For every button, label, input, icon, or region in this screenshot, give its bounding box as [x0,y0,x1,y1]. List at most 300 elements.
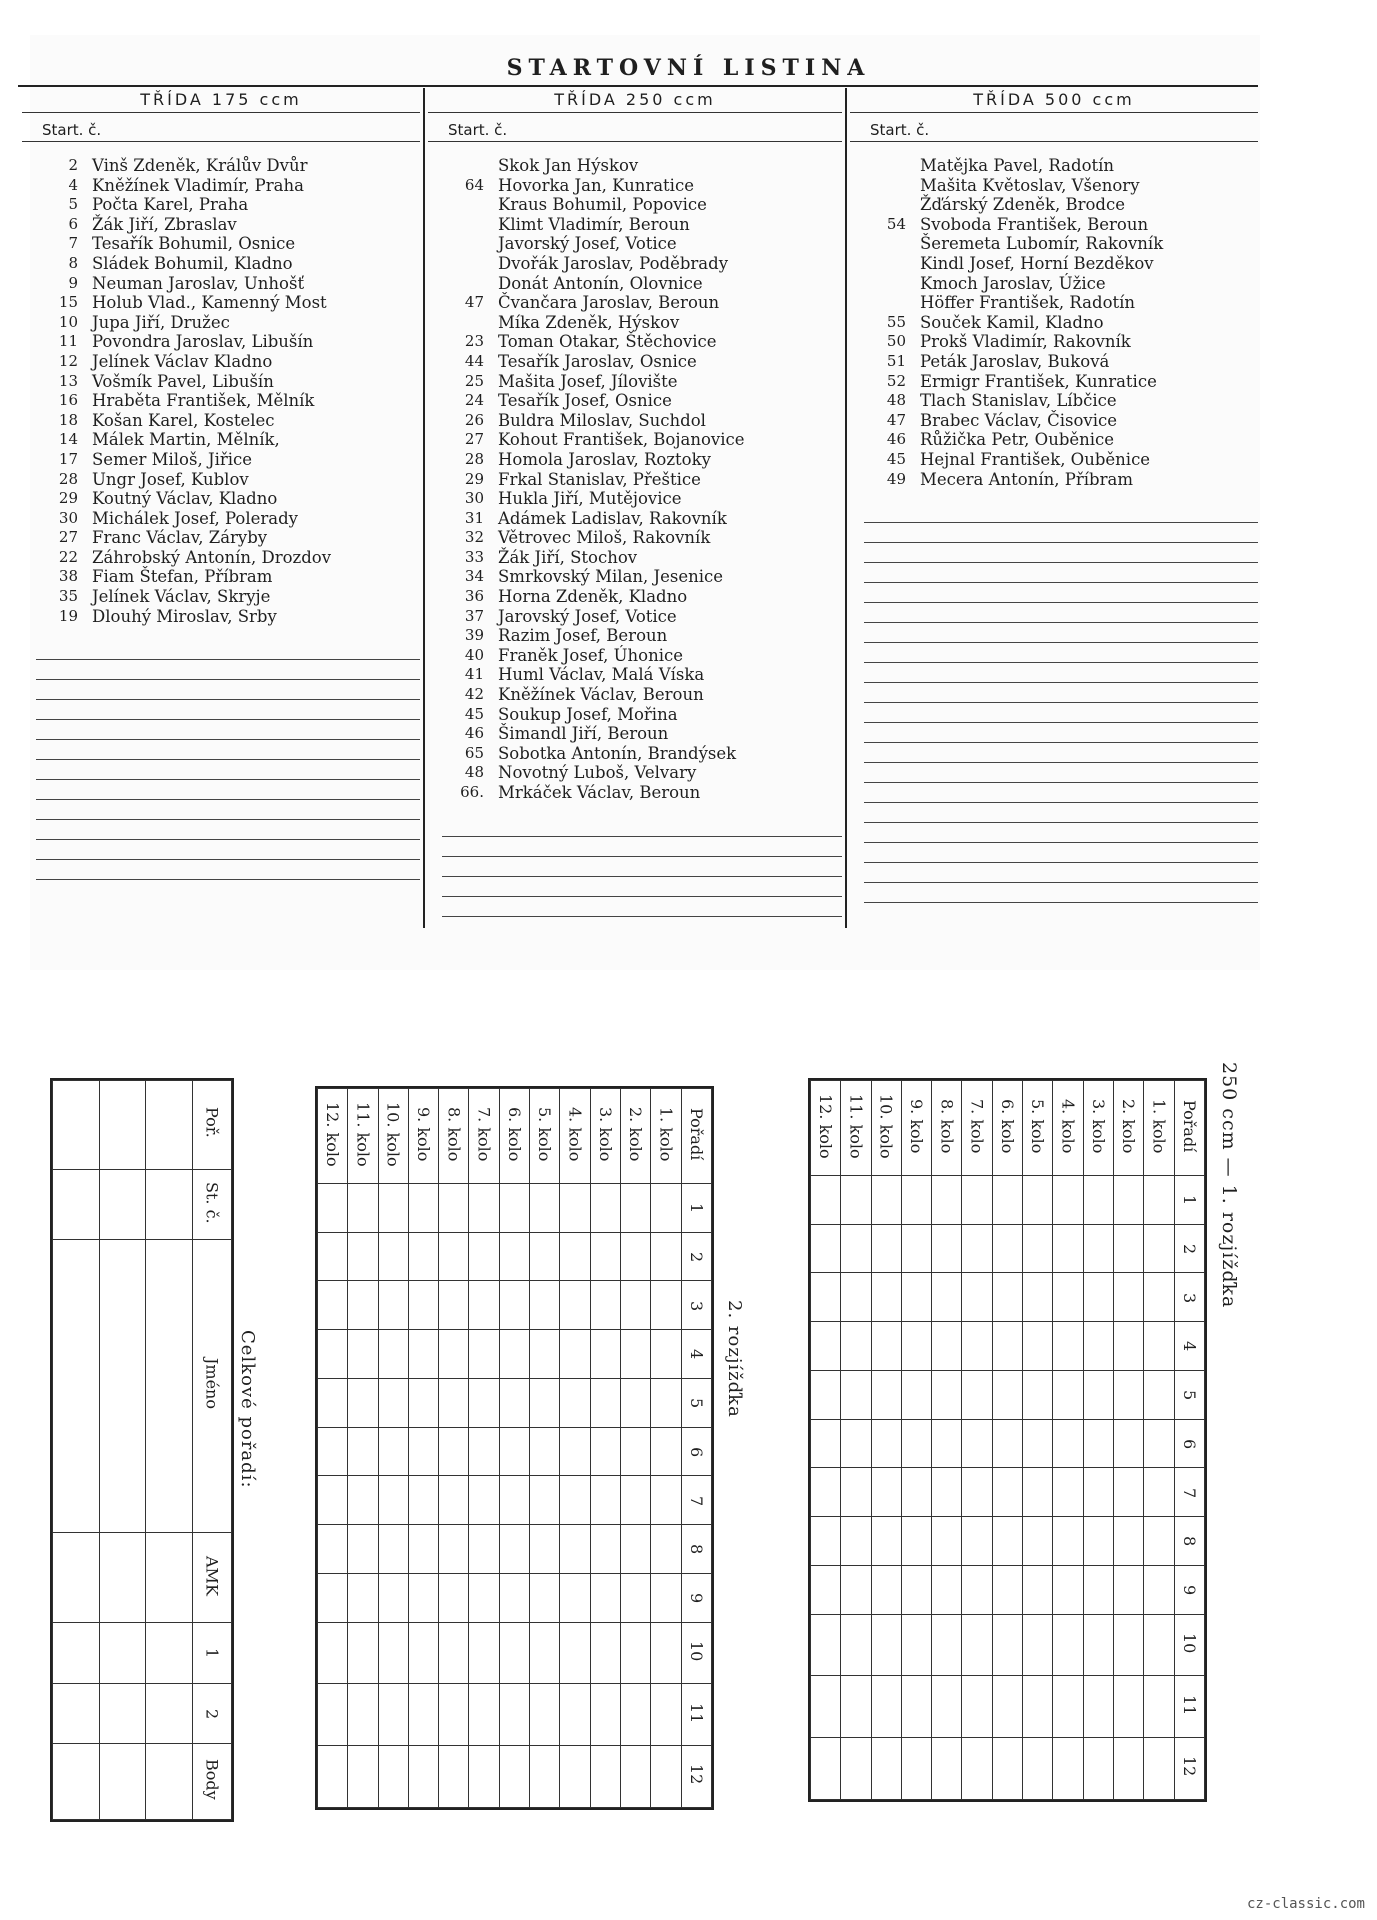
blank-entry-line [864,863,1258,883]
result-cell [560,1232,590,1281]
blank-entry-line [864,503,1258,523]
table-row [318,1746,712,1808]
round-label: 4. kolo [1058,1098,1078,1154]
result-cell [560,1281,590,1330]
position-cell [1174,1676,1204,1738]
start-number: 6 [68,214,78,233]
result-cell [1113,1565,1143,1614]
blank-entry-line [442,837,842,857]
start-number: 48 [464,763,484,782]
position-cell [681,1622,711,1684]
result-cell [932,1273,962,1322]
result-cell [901,1419,931,1468]
result-cell [1113,1468,1143,1517]
list-item [850,470,1258,490]
blank-entry-line [864,583,1258,603]
result-cell [378,1746,408,1808]
round-label: 8. kolo [937,1098,957,1154]
rider-name: Novotný Luboš, Velvary [498,763,697,783]
result-cell [901,1738,931,1800]
result-cell [378,1232,408,1281]
start-number: 47 [464,293,484,312]
result-cell [1113,1224,1143,1273]
start-number: 55 [886,312,906,331]
result-cell [1053,1419,1083,1468]
position-cell [681,1184,711,1233]
result-cell [378,1684,408,1746]
list-item [850,215,1258,235]
blank-entry-line [36,780,420,800]
result-cell [620,1378,650,1427]
result-cell [651,1427,681,1476]
result-cell [348,1573,378,1622]
result-cell [408,1232,438,1281]
round-label: 7. kolo [967,1098,987,1154]
result-cell [469,1525,499,1574]
result-cell [378,1330,408,1379]
result-cell [530,1573,560,1622]
result-cell [811,1419,841,1468]
heat-2-label: 2. rozjížďka [724,1300,745,1418]
list-item [428,665,842,685]
spacer [850,489,1258,503]
position-cell [1174,1517,1204,1566]
blank-entry-line [864,823,1258,843]
table-row [811,1676,1205,1738]
table-row [318,1330,712,1379]
position-number: 3 [686,1300,706,1311]
overall-cell [146,1169,193,1240]
table-row [53,1240,232,1532]
result-cell [992,1273,1022,1322]
start-number: 36 [464,587,484,606]
round-header [811,1081,841,1176]
result-cell [318,1378,348,1427]
start-number: 24 [464,391,484,410]
rider-name: Jelínek Václav, Skryje [92,587,271,607]
list-item [22,411,420,431]
list-item [428,528,842,548]
result-cell [620,1525,650,1574]
result-cell [651,1232,681,1281]
result-cell [841,1273,871,1322]
start-number: 27 [58,528,78,547]
result-cell [932,1738,962,1800]
result-cell [962,1419,992,1468]
result-cell [1083,1273,1113,1322]
result-cell [408,1378,438,1427]
rider-name: Kraus Bohumil, Popovice [498,195,707,215]
rider-name: Homola Jaroslav, Roztoky [498,449,711,469]
result-cell [1023,1614,1053,1676]
result-cell [318,1330,348,1379]
result-cell [1144,1419,1174,1468]
rider-name: Vošmík Pavel, Libušín [92,371,274,391]
round-label: 12. kolo [816,1093,836,1159]
rider-name: Málek Martin, Mělník, [92,430,280,450]
result-cell [408,1684,438,1746]
table-row [53,1623,232,1683]
round-header [1113,1081,1143,1176]
table-row [811,1468,1205,1517]
overall-cell [53,1081,100,1170]
rider-name: Tesařík Jaroslav, Osnice [498,351,697,371]
start-number: 30 [464,489,484,508]
start-number: 37 [464,606,484,625]
overall-label: Celkové pořadí: [237,1330,258,1489]
list-item [22,293,420,313]
list-item [850,352,1258,372]
round-header [992,1081,1022,1176]
table-row [811,1370,1205,1419]
start-number: 23 [464,332,484,351]
start-number: 51 [886,351,906,370]
round-header [590,1089,620,1184]
list-item [850,391,1258,411]
overall-cell [53,1683,100,1743]
result-cell [469,1622,499,1684]
rider-name: Michálek Josef, Polerady [92,508,298,528]
result-cell [560,1622,590,1684]
result-cell [590,1427,620,1476]
rank-label: Pořadí [1179,1099,1199,1153]
rider-name: Svoboda František, Beroun [920,214,1149,234]
round-header [318,1089,348,1184]
position-cell [1174,1614,1204,1676]
rider-name: Skok Jan Hýskov [498,156,639,175]
list-item [22,489,420,509]
rider-name: Kněžínek Václav, Beroun [498,685,704,705]
result-cell [499,1746,529,1808]
round-label: 6. kolo [997,1098,1017,1154]
list-item [428,372,842,392]
result-cell [590,1232,620,1281]
result-cell [992,1419,1022,1468]
start-number-header: Start. č. [428,113,842,142]
position-cell [1174,1224,1204,1273]
result-cell [1023,1370,1053,1419]
result-cell [962,1468,992,1517]
start-number: 52 [886,371,906,390]
rider-name: Tesařík Bohumil, Osnice [92,234,296,254]
overall-cell [99,1169,146,1240]
position-number: 2 [1179,1243,1199,1255]
result-cell [932,1322,962,1371]
result-cell [1053,1370,1083,1419]
rider-name: Klimt Vladimír, Beroun [498,214,690,234]
result-cell [871,1176,901,1225]
blank-entry-line [36,860,420,880]
result-cell [651,1476,681,1525]
overall-cell [146,1744,193,1820]
start-number [850,156,920,176]
result-cell [871,1565,901,1614]
rider-name: Prokš Vladimír, Rakovník [920,332,1131,352]
rider-name: Soukup Josef, Mořina [498,704,678,724]
table-row [318,1232,712,1281]
list-item [850,372,1258,392]
rider-name: Mašita Josef, Jílovište [498,371,678,391]
result-cell [469,1427,499,1476]
result-cell [841,1322,871,1371]
result-cell [499,1684,529,1746]
result-cell [841,1565,871,1614]
result-cell [811,1224,841,1273]
list-item [22,607,420,627]
table-row [53,1081,232,1170]
list-item [428,254,842,274]
result-cell [992,1676,1022,1738]
result-cell [1113,1676,1143,1738]
result-cell [408,1330,438,1379]
overall-cell [99,1744,146,1820]
result-cell [1083,1468,1113,1517]
list-item [850,293,1258,313]
class-header: TŘÍDA 500 ccm [850,88,1258,113]
position-number: 7 [1179,1487,1199,1498]
list-item [428,744,842,764]
result-cell [439,1184,469,1233]
result-cell [992,1370,1022,1419]
table-row [811,1273,1205,1322]
result-cell [620,1746,650,1808]
position-number: 4 [1179,1341,1199,1352]
table-row [318,1525,712,1574]
position-cell [681,1684,711,1746]
result-cell [992,1468,1022,1517]
result-cell [811,1565,841,1614]
start-number [428,215,498,235]
result-cell [439,1622,469,1684]
rider-name: Dlouhý Miroslav, Srby [92,606,277,626]
table-row [811,1224,1205,1273]
result-cell [620,1184,650,1233]
result-cell [439,1746,469,1808]
list-item [850,195,1258,215]
overall-cell [146,1683,193,1743]
start-number [850,195,920,215]
round-label: 1. kolo [1149,1098,1169,1154]
result-cell [1053,1565,1083,1614]
overall-cell [99,1240,146,1532]
list-item [22,274,420,294]
result-cell [811,1517,841,1566]
result-cell [901,1517,931,1566]
result-cell [499,1525,529,1574]
list-item [850,156,1258,176]
result-cell [378,1573,408,1622]
round-label: 8. kolo [444,1106,464,1162]
start-number: 42 [464,685,484,704]
rider-name: Košan Karel, Kostelec [92,410,275,430]
list-item [22,352,420,372]
result-cell [1023,1176,1053,1225]
result-cell [530,1525,560,1574]
result-cell [590,1378,620,1427]
position-cell [681,1330,711,1379]
start-number: 22 [58,547,78,566]
overall-cell [99,1683,146,1743]
result-cell [1113,1273,1143,1322]
position-number: 11 [1179,1694,1199,1715]
result-cell [620,1622,650,1684]
result-cell [469,1330,499,1379]
overall-column-label: St. č. [202,1181,222,1224]
result-cell [932,1176,962,1225]
rider-name: Záhrobský Antonín, Drozdov [92,547,332,567]
result-cell [871,1370,901,1419]
overall-cell [53,1623,100,1683]
result-cell [439,1232,469,1281]
start-number: 40 [464,645,484,664]
rider-name: Hejnal František, Ouběnice [920,449,1151,469]
list-item [428,274,842,294]
overall-cell [53,1240,100,1532]
class-header: TŘÍDA 250 ccm [428,88,842,113]
rider-name: Hovorka Jan, Kunratice [498,175,694,195]
result-cell [620,1684,650,1746]
result-cell [1144,1565,1174,1614]
result-cell [1144,1322,1174,1371]
overall-column-label: Jméno [202,1358,222,1410]
blank-entry-line [36,720,420,740]
blank-entry-line [36,840,420,860]
result-cell [1144,1370,1174,1419]
rider-name: Javorský Josef, Votice [498,234,677,254]
position-cell [681,1281,711,1330]
rider-name: Šeremeta Lubomír, Rakovník [920,234,1164,254]
result-cell [530,1232,560,1281]
round-label: 4. kolo [565,1106,585,1162]
rider-name: Donát Antonín, Olovnice [498,273,703,293]
rider-name: Buldra Miloslav, Suchdol [498,410,706,430]
rank-header [1174,1081,1204,1176]
position-cell [1174,1176,1204,1225]
round-header [651,1089,681,1184]
start-number: 48 [886,391,906,410]
result-cell [1023,1322,1053,1371]
start-number: 9 [68,273,78,292]
result-cell [590,1476,620,1525]
rider-name: Razim Josef, Beroun [498,626,668,646]
overall-standings-table [50,1078,234,1822]
overall-cell [146,1240,193,1532]
table-row [318,1622,712,1684]
position-number: 12 [686,1764,706,1785]
result-cell [348,1622,378,1684]
position-cell [1174,1565,1204,1614]
table-row [53,1683,232,1743]
result-cell [378,1525,408,1574]
list-item [850,450,1258,470]
blank-entry-line [864,783,1258,803]
result-cell [811,1322,841,1371]
result-cell [932,1676,962,1738]
start-number-header: Start. č. [22,113,420,142]
start-number: 18 [58,410,78,429]
round-header [560,1089,590,1184]
start-number: 39 [464,626,484,645]
position-number: 4 [686,1349,706,1360]
result-cell [439,1378,469,1427]
result-cell [1023,1517,1053,1566]
position-cell [681,1476,711,1525]
blank-entry-line [864,883,1258,903]
result-cell [1083,1176,1113,1225]
result-cell [1083,1738,1113,1800]
result-cell [651,1184,681,1233]
rider-name: Hraběta František, Mělník [92,391,315,411]
start-number: 28 [58,469,78,488]
list-item [428,215,842,235]
result-cell [841,1419,871,1468]
result-cell [469,1746,499,1808]
round-label: 10. kolo [876,1093,896,1159]
result-cell [932,1370,962,1419]
result-cell [378,1184,408,1233]
start-number: 13 [58,371,78,390]
position-number: 1 [1179,1195,1199,1206]
overall-column-label: 1 [202,1648,222,1659]
result-cell [560,1476,590,1525]
result-cell [378,1427,408,1476]
result-cell [811,1738,841,1800]
rider-name: Adámek Ladislav, Rakovník [498,508,727,528]
list-item [428,646,842,666]
result-cell [901,1565,931,1614]
result-cell [318,1281,348,1330]
result-cell [901,1176,931,1225]
result-cell [318,1232,348,1281]
position-cell [1174,1322,1204,1371]
position-cell [681,1525,711,1574]
rider-name: Počta Karel, Praha [92,195,249,215]
list-item [428,705,842,725]
result-cell [841,1614,871,1676]
overall-column-header [193,1683,232,1743]
start-number [428,156,498,176]
result-cell [469,1684,499,1746]
result-cell [651,1281,681,1330]
position-number: 12 [1179,1756,1199,1777]
result-cell [318,1746,348,1808]
result-cell [1023,1224,1053,1273]
list-item [428,548,842,568]
table-row [811,1419,1205,1468]
result-cell [499,1281,529,1330]
class-175-column [22,88,420,880]
rank-header [681,1089,711,1184]
table-row [318,1184,712,1233]
result-cell [651,1622,681,1684]
result-cell [348,1184,378,1233]
result-cell [962,1565,992,1614]
rider-name: Hukla Jiří, Mutějovice [498,489,682,509]
round-label: 5. kolo [535,1106,555,1162]
start-number: 17 [58,449,78,468]
start-number: 29 [58,489,78,508]
result-cell [408,1281,438,1330]
start-number: 16 [58,391,78,410]
result-cell [932,1419,962,1468]
result-cell [408,1622,438,1684]
result-cell [348,1330,378,1379]
round-header [348,1089,378,1184]
result-cell [469,1476,499,1525]
rider-name: Povondra Jaroslav, Libušín [92,332,314,352]
result-cell [651,1330,681,1379]
result-cell [962,1614,992,1676]
